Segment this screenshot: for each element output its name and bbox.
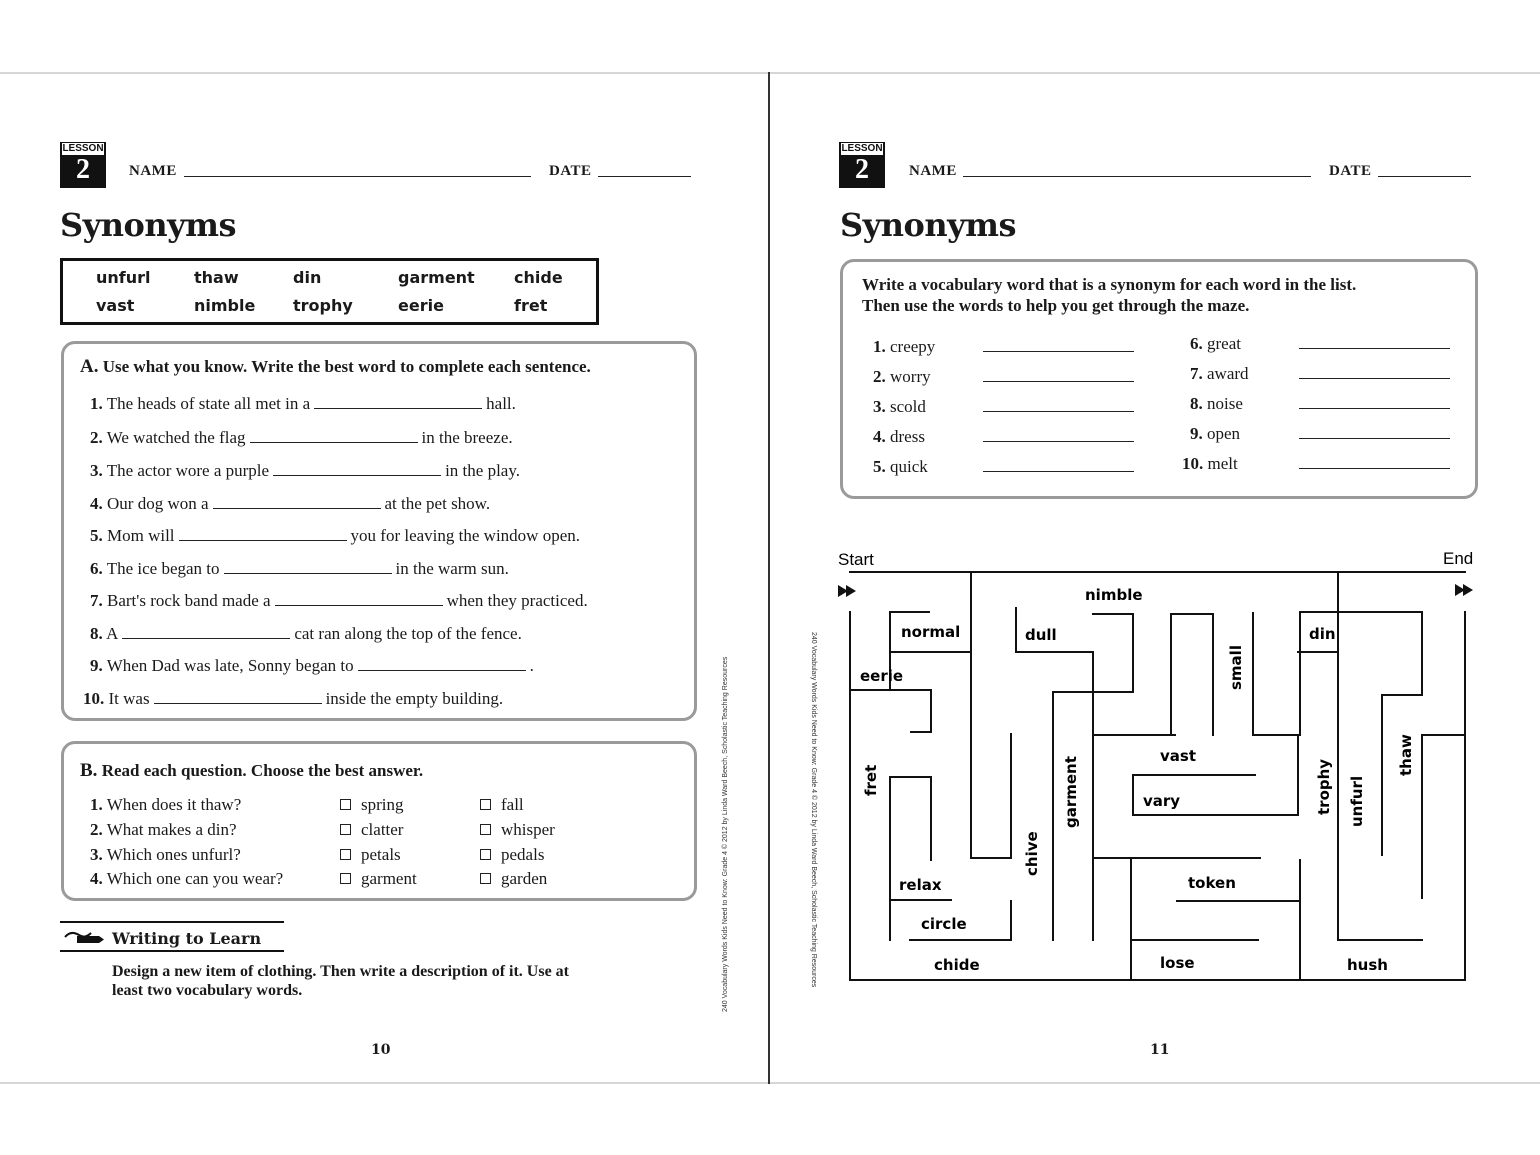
maze-word[interactable]: chide [934, 956, 980, 974]
list-item: 2. worry [873, 367, 931, 386]
answer-line[interactable] [983, 351, 1134, 352]
word-bank-word: chide [514, 268, 563, 287]
checkbox[interactable] [340, 799, 351, 810]
word-bank-word: garment [398, 268, 475, 287]
answer-option[interactable]: pedals [480, 845, 544, 865]
checkbox[interactable] [480, 873, 491, 884]
page-number-right: 11 [1150, 1042, 1170, 1058]
question-item: 1. When does it thaw? [90, 795, 242, 814]
section-a-letter: A. [80, 356, 99, 377]
section-b-letter: B. [80, 760, 98, 781]
synonym-list-box [840, 259, 1478, 499]
answer-blank[interactable] [179, 527, 347, 541]
date-line[interactable] [1378, 176, 1471, 177]
sentence-item: 6. The ice began to in the warm sun. [90, 559, 509, 578]
answer-blank[interactable] [213, 495, 381, 509]
sentence-item: 8. A cat ran along the top of the fence. [90, 624, 522, 643]
instruction-line1: Write a vocabulary word that is a synonym for each word in the list. [862, 275, 1357, 294]
section-b-instruction [80, 760, 423, 782]
answer-line[interactable] [1299, 378, 1450, 379]
page-title: Synonyms [60, 206, 237, 244]
maze-word[interactable]: unfurl [1348, 775, 1366, 827]
maze-word[interactable]: small [1227, 645, 1245, 690]
answer-line[interactable] [1299, 348, 1450, 349]
section-b-text: Read each question. Choose the best answer. [101, 761, 424, 780]
maze-word[interactable]: token [1188, 874, 1236, 892]
answer-option[interactable]: fall [480, 795, 524, 815]
list-item: 1. creepy [873, 337, 936, 356]
sentence-item: 10. It was inside the empty building. [83, 689, 504, 708]
word-bank-word: vast [96, 296, 135, 315]
answer-blank[interactable] [275, 592, 443, 606]
name-line[interactable] [184, 176, 531, 177]
list-item: 7. award [1190, 364, 1249, 383]
answer-blank[interactable] [250, 429, 418, 443]
list-item: 5. quick [873, 457, 928, 476]
maze-word[interactable]: din [1309, 625, 1336, 643]
answer-line[interactable] [983, 411, 1134, 412]
answer-option[interactable]: garment [340, 869, 417, 889]
list-item: 8. noise [1190, 394, 1243, 413]
list-item: 6. great [1190, 334, 1241, 353]
copyright-credit: 240 Vocabulary Words Kids Need to Know: Grade 4 © 2012 by Linda Ward Beech, Scholastic Teaching Resources [722, 656, 729, 1012]
word-bank-word: nimble [194, 296, 256, 315]
answer-blank[interactable] [224, 560, 392, 574]
maze-start-label: Start [838, 550, 874, 569]
answer-option[interactable]: spring [340, 795, 404, 815]
page-gutter [768, 72, 770, 1084]
lesson-badge [60, 142, 106, 188]
question-item: 4. Which one can you wear? [90, 869, 284, 888]
answer-blank[interactable] [273, 462, 441, 476]
maze-word[interactable]: trophy [1315, 758, 1333, 815]
name-label: NAME [909, 163, 957, 179]
answer-line[interactable] [1299, 408, 1450, 409]
start-arrow-icon [838, 585, 856, 597]
lesson-number: 2 [76, 154, 90, 185]
answer-line[interactable] [983, 471, 1134, 472]
name-line[interactable] [963, 176, 1311, 177]
answer-line[interactable] [1299, 468, 1450, 469]
answer-line[interactable] [983, 441, 1134, 442]
pencil-icon [63, 927, 105, 947]
maze-end-label: End [1443, 549, 1474, 568]
answer-option[interactable]: petals [340, 845, 401, 865]
checkbox[interactable] [340, 849, 351, 860]
list-item: 10. melt [1182, 454, 1238, 473]
page-number-left: 10 [371, 1042, 391, 1058]
maze-word[interactable]: vast [1160, 747, 1196, 765]
answer-blank[interactable] [314, 395, 482, 409]
checkbox[interactable] [340, 873, 351, 884]
lesson-label: LESSON [841, 143, 883, 154]
word-bank-word: fret [514, 296, 548, 315]
list-item: 4. dress [873, 427, 925, 446]
writing-rule-bottom [60, 950, 284, 952]
page-title: Synonyms [840, 206, 1017, 244]
date-line[interactable] [598, 176, 691, 177]
answer-blank[interactable] [122, 625, 290, 639]
word-maze[interactable] [830, 540, 1490, 1000]
date-label: DATE [1329, 163, 1372, 179]
list-item: 3. scold [873, 397, 926, 416]
list-item: 9. open [1190, 424, 1241, 443]
maze-word[interactable]: nimble [1085, 586, 1143, 604]
maze-word[interactable]: circle [921, 915, 967, 933]
answer-blank[interactable] [154, 690, 322, 704]
question-item: 3. Which ones unfurl? [90, 845, 241, 864]
sentence-item: 9. When Dad was late, Sonny began to . [90, 656, 534, 675]
maze-word[interactable]: eerie [860, 667, 904, 685]
maze-word[interactable]: dull [1025, 626, 1057, 644]
answer-option[interactable]: garden [480, 869, 547, 889]
word-bank-word: thaw [194, 268, 239, 287]
lesson-number: 2 [855, 154, 869, 185]
checkbox[interactable] [480, 824, 491, 835]
name-label: NAME [129, 163, 177, 179]
question-item: 2. What makes a din? [90, 820, 237, 839]
sentence-item: 2. We watched the flag in the breeze. [90, 428, 513, 447]
sentence-item: 4. Our dog won a at the pet show. [90, 494, 491, 513]
end-arrow-icon [1455, 584, 1473, 596]
maze-word[interactable]: fret [862, 764, 880, 796]
answer-line[interactable] [983, 381, 1134, 382]
maze-word[interactable]: thaw [1397, 734, 1415, 776]
word-bank-word: eerie [398, 296, 444, 315]
sentence-item: 1. The heads of state all met in a hall. [90, 394, 516, 413]
section-a-text: Use what you know. Write the best word to complete each sentence. [102, 357, 591, 376]
writing-heading: Writing to Learn [112, 929, 262, 948]
maze-word[interactable]: relax [899, 876, 942, 894]
word-bank-word: din [293, 268, 322, 287]
answer-option[interactable]: clatter [340, 820, 403, 840]
writing-rule-top [60, 921, 284, 923]
lesson-label: LESSON [62, 143, 104, 154]
writing-prompt-line1: Design a new item of clothing. Then write a description of it. Use at [112, 963, 569, 980]
copyright-credit: 240 Vocabulary Words Kids Need to Know: Grade 4 © 2012 by Linda Ward Beech, Scholastic Teaching Resources [810, 632, 817, 988]
maze-word[interactable]: chive [1023, 831, 1041, 876]
checkbox[interactable] [340, 824, 351, 835]
maze-word[interactable]: normal [901, 623, 961, 641]
sentence-item: 3. The actor wore a purple in the play. [90, 461, 520, 480]
sentence-item: 7. Bart's rock band made a when they practiced. [90, 591, 588, 610]
word-bank-word: unfurl [96, 268, 151, 287]
writing-prompt-line2: least two vocabulary words. [112, 982, 303, 999]
maze-word[interactable]: vary [1143, 792, 1181, 810]
sentence-item: 5. Mom will you for leaving the window open. [90, 526, 580, 545]
answer-blank[interactable] [358, 657, 526, 671]
checkbox[interactable] [480, 849, 491, 860]
maze-word[interactable]: lose [1160, 954, 1195, 972]
maze-word[interactable]: garment [1062, 756, 1080, 828]
instruction-line2: Then use the words to help you get through the maze. [862, 296, 1250, 315]
word-bank-word: trophy [293, 296, 353, 315]
answer-line[interactable] [1299, 438, 1450, 439]
section-a-instruction [80, 356, 591, 378]
date-label: DATE [549, 163, 592, 179]
checkbox[interactable] [480, 799, 491, 810]
answer-option[interactable]: whisper [480, 820, 555, 840]
maze-word[interactable]: hush [1347, 956, 1388, 974]
lesson-badge [839, 142, 885, 188]
